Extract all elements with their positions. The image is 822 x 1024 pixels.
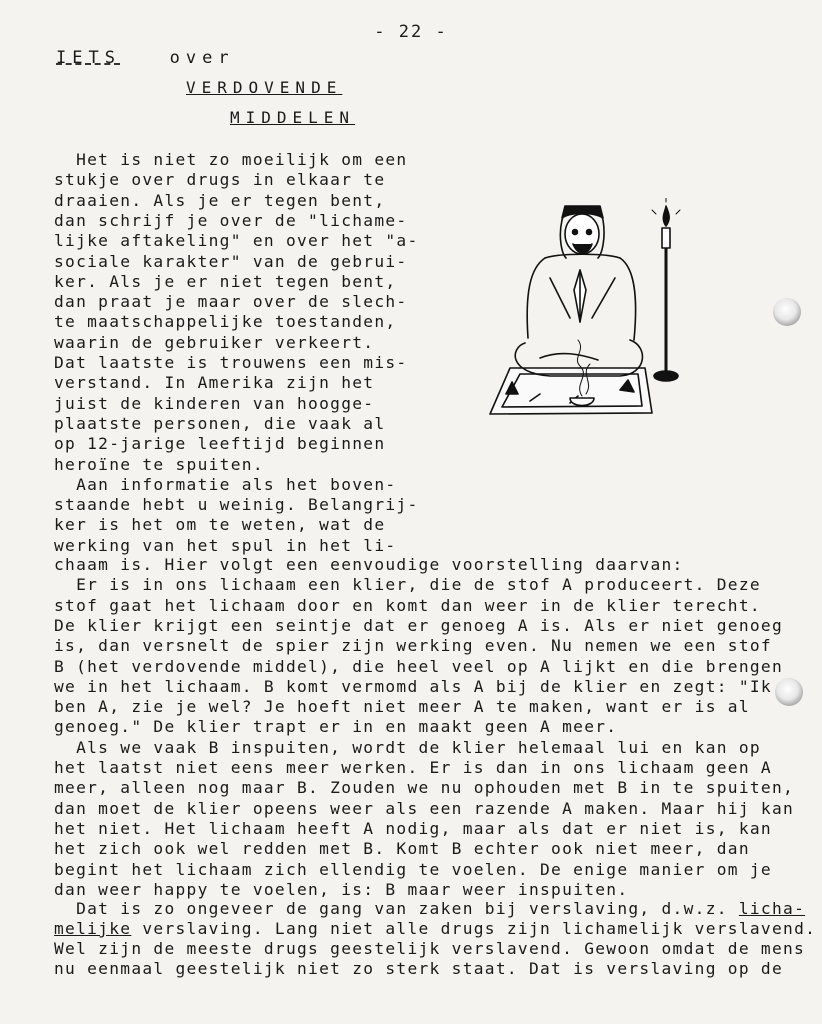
- text-line: ben A, zie je wel? Je hoeft niet meer A te maken, want er is al: [54, 697, 750, 717]
- text-line: chaam is. Hier volgt een eenvoudige voorstelling daarvan:: [54, 555, 684, 574]
- text-line: stof gaat het lichaam door en komt dan weer in de klier terecht.: [54, 595, 761, 615]
- text-line: we in het lichaam. B komt vermomd als A bij de klier en zegt: "Ik: [54, 676, 772, 696]
- text-line: werking van het spul in het li-: [54, 535, 397, 555]
- text-line: te maatschappelijke toestanden,: [54, 312, 397, 332]
- text-line: het niet. Het lichaam heeft A nodig, maar als dat er niet is, kan: [54, 818, 772, 838]
- text-line: waarin de gebruiker verkeert.: [54, 332, 375, 352]
- underlined-word: melijke: [54, 919, 132, 938]
- title-word-iets: IETS: [56, 48, 121, 68]
- page-number: - 22 -: [374, 22, 448, 42]
- meditating-figure-illustration: [470, 198, 700, 423]
- text-line: De klier krijgt een seintje dat er genoeg A is. Als er niet genoeg: [54, 615, 784, 635]
- punch-hole: [773, 298, 801, 326]
- text-line: meer, alleen nog maar B. Zouden we nu ophouden met B in te spuiten,: [54, 778, 795, 798]
- text-line: dan moet de klier opeens weer als een razende A maken. Maar hij kan: [54, 798, 795, 818]
- text-line: dan praat je maar over de slech-: [54, 292, 408, 312]
- text-line: nu eenmaal geestelijk niet zo sterk staat. Dat is verslaving op de: [54, 959, 784, 978]
- text-line: Aan informatie als het boven-: [54, 474, 397, 494]
- text-line: draaien. Als je er tegen bent,: [54, 190, 386, 210]
- text-line: heroïne te spuiten.: [54, 454, 264, 474]
- text-line: Het is niet zo moeilijk om een: [54, 150, 408, 169]
- title-line-3: MIDDELEN: [230, 108, 356, 127]
- text-line: staande hebt u weinig. Belangrij-: [54, 495, 419, 515]
- punch-hole: [775, 678, 803, 706]
- text-line: is, dan versnelt de spier zijn werking even. Nu nemen we een stof: [54, 636, 772, 656]
- text-line: lijke aftakeling" en over het "a-: [54, 231, 419, 251]
- title-word-over: over: [169, 48, 235, 68]
- title-line-2: VERDOVENDE: [186, 78, 343, 97]
- text-line: dan schrijf je over de "lichame-: [54, 210, 408, 230]
- text-line: Wel zijn de meeste drugs geestelijk verslavend. Gewoon omdat de mens: [54, 939, 806, 958]
- text-line: het laatst niet eens meer werken. Er is dan in ons lichaam geen A: [54, 758, 772, 777]
- text-segment: Dat is zo ongeveer de gang van zaken bij verslaving, d.w.z.: [54, 899, 739, 918]
- text-line: sociale karakter" van de gebrui-: [54, 251, 408, 271]
- underlined-word: licha-: [738, 899, 806, 918]
- text-line: B (het verdovende middel), die heel veel op A lijkt en die brengen: [54, 656, 784, 676]
- text-line: Als we vaak B inspuiten, wordt de klier helemaal lui en kan op: [54, 737, 761, 757]
- text-line: [54, 919, 816, 939]
- text-line: ker. Als je er niet tegen bent,: [54, 271, 397, 291]
- text-line: stukje over drugs in elkaar te: [54, 170, 386, 190]
- text-line: ker is het om te weten, wat de: [54, 515, 386, 535]
- text-line: op 12-jarige leeftijd beginnen: [54, 434, 386, 454]
- text-line: plaatste personen, die vaak al: [54, 413, 386, 433]
- text-line: [54, 899, 805, 919]
- text-line: dan weer happy te voelen, is: B maar weer inspuiten.: [54, 879, 629, 899]
- text-line: het zich ook wel redden met B. Komt B echter ook niet meer, dan: [54, 839, 750, 859]
- text-line: Dat laatste is trouwens een mis-: [54, 353, 408, 372]
- text-line: verstand. In Amerika zijn het: [54, 373, 375, 393]
- text-line: Er is in ons lichaam een klier, die de stof A produceert. Deze: [54, 575, 761, 595]
- text-line: begint het lichaam zich ellendig te voelen. De enige manier om je: [54, 859, 772, 879]
- title-line-1: [56, 48, 235, 68]
- text-line: genoeg." De klier trapt er in en maakt geen A meer.: [54, 717, 618, 737]
- text-segment: verslaving. Lang niet alle drugs zijn lichamelijk verslavend.: [131, 919, 817, 938]
- text-line: juist de kinderen van hoogge-: [54, 393, 375, 413]
